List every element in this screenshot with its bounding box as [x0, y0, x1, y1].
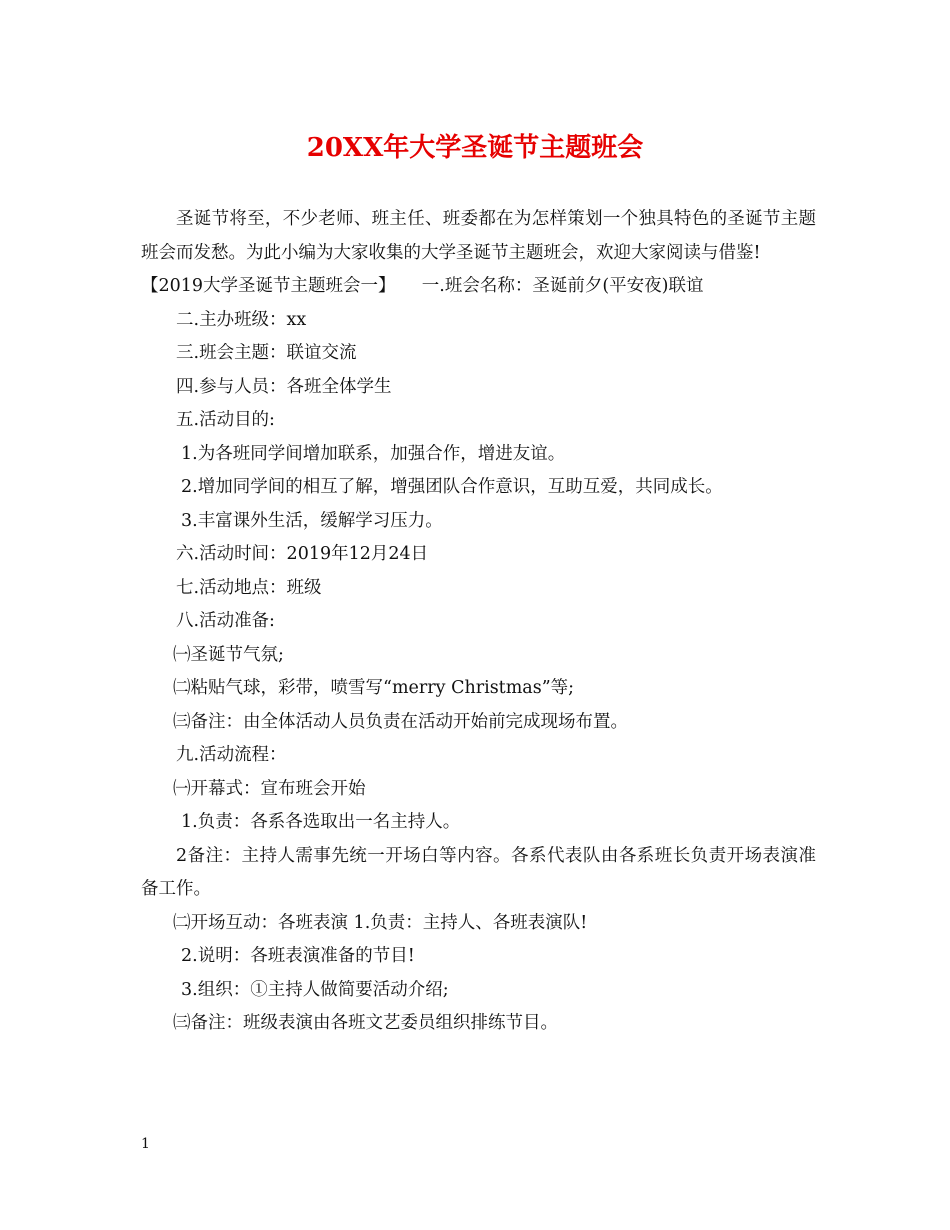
- purpose-3: 3.丰富课外生活，缓解学习压力。: [181, 510, 443, 531]
- process-1: ㈠开幕式：宣布班会开始: [173, 778, 366, 799]
- process-2: ㈡开场互动：各班表演 1.负责：主持人、各班表演队!: [173, 912, 588, 933]
- section-header-line: 【2019大学圣诞节主题班会一】 一.班会名称：圣诞前夕(平安夜)联谊: [141, 276, 704, 296]
- page-number: 1: [141, 1136, 150, 1152]
- process-3: ㈢备注：班级表演由各班文艺委员组织排练节目。: [173, 1013, 558, 1033]
- document-body: [141, 203, 816, 1041]
- item-participants: 四.参与人员：各班全体学生: [176, 376, 392, 397]
- item-location: 七.活动地点：班级: [176, 577, 322, 598]
- item-preparation: 八.活动准备:: [176, 611, 275, 631]
- process-2-desc: 2.说明：各班表演准备的节目!: [181, 946, 415, 966]
- prep-1: ㈠圣诞节气氛;: [173, 644, 284, 665]
- intro-paragraph: 圣诞节将至，不少老师、班主任、班委都在为怎样策划一个独具特色的圣诞节主题班会而发愁。为此小编为大家收集的大学圣诞节主题班会，欢迎大家阅读与借鉴!: [141, 209, 816, 263]
- process-2-org: 3.组织：①主持人做简要活动介绍;: [181, 979, 449, 1000]
- purpose-2: 2.增加同学间的相互了解，增强团队合作意识，互助互爱，共同成长。: [181, 477, 723, 497]
- document-title: 20XX年大学圣诞节主题班会: [306, 133, 644, 163]
- item-theme: 三.班会主题：联谊交流: [176, 343, 357, 363]
- prep-3: ㈢备注：由全体活动人员负责在活动开始前完成现场布置。: [173, 711, 628, 732]
- item-time: 六.活动时间：2019年12月24日: [176, 544, 429, 564]
- item-organizer: 二.主办班级：xx: [176, 309, 307, 330]
- process-1-host: 1.负责：各系各选取出一名主持人。: [181, 812, 461, 832]
- prep-2: ㈡粘贴气球，彩带，喷雪写“merry Christmas”等;: [173, 678, 575, 698]
- purpose-1: 1.为各班同学间增加联系，加强合作，增进友谊。: [181, 443, 566, 464]
- item-process: 九.活动流程：: [176, 745, 287, 765]
- item-purpose: 五.活动目的:: [176, 410, 275, 430]
- process-1-note: 2备注：主持人需事先统一开场白等内容。各系代表队由各系班长负责开场表演准备工作。: [141, 845, 816, 899]
